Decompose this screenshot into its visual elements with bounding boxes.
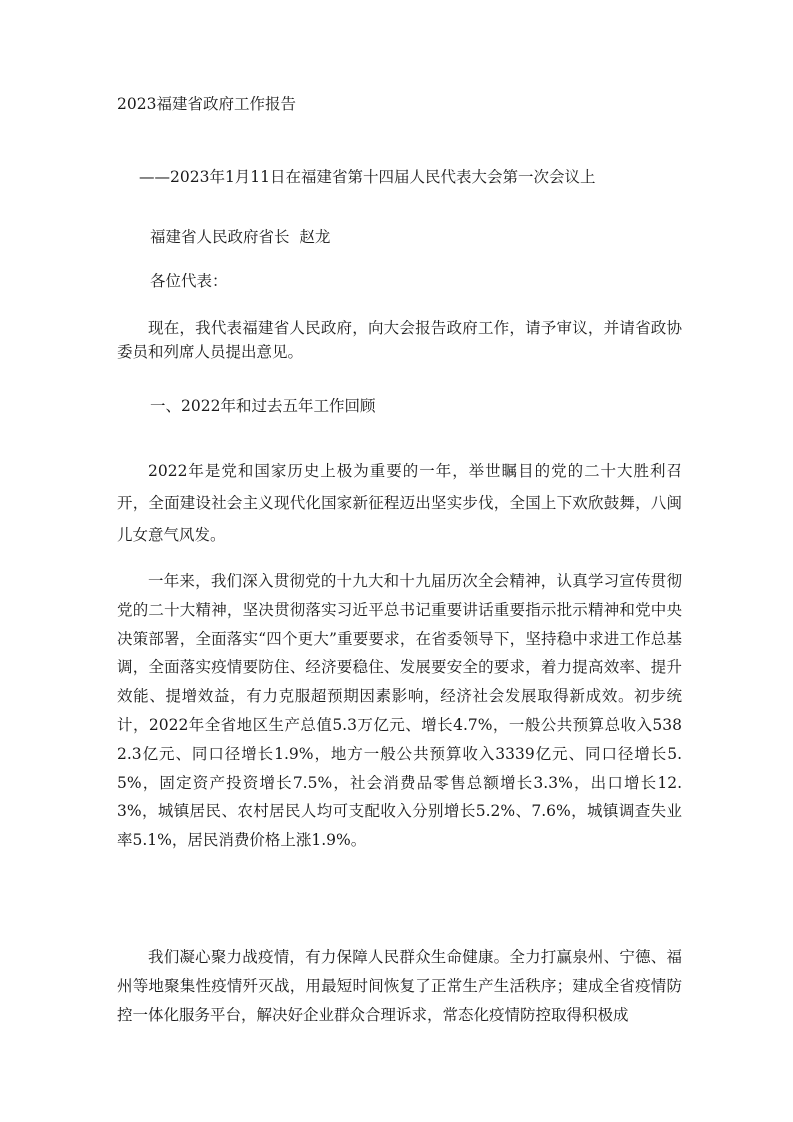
salutation: 各位代表： — [150, 272, 228, 290]
body-paragraph: 我们凝心聚力战疫情，有力保障人民群众生命健康。全力打赢泉州、宁德、福州等地聚集性疫情歼灭战，用最短时间恢复了正常生产生活秩序；建成全省疫情防控一体化服务平台，解决好企业群众合理诉求，常态化疫情防控取得积极成 — [117, 948, 682, 1024]
document-title: 2023福建省政府工作报告 — [117, 95, 296, 113]
document-subtitle: ——2023年1月11日在福建省第十四届人民代表大会第一次会议上 — [139, 168, 596, 186]
author-line: 福建省人民政府省长 赵龙 — [150, 228, 331, 246]
body-paragraph: 2022年是党和国家历史上极为重要的一年，举世瞩目的党的二十大胜利召开，全面建设社会主义现代化国家新征程迈出坚实步伐，全国上下欢欣鼓舞，八闽儿女意气风发。 — [117, 462, 682, 544]
body-paragraph: 一年来，我们深入贯彻党的十九大和十九届历次全会精神，认真学习宣传贯彻党的二十大精神，坚决贯彻落实习近平总书记重要讲话重要指示批示精神和党中央决策部署，全面落实“四个更大”重要要求，在省委领导下，坚持稳中求进工作总基调，全面落实疫情要防住、经济要稳住、发展要安全的要求，着力提高效率、提升效能、提增效益，有力克服超预期因素影响，经济社会发展取得新成效。初步统计，2022年全省地区生产总值5.3万亿元、增长4.7%，一般公共预算总收入5382.3亿元、同口径增长1.9%，地方一般公共预算收入3339亿元、同口径增长5.5%，固定资产投资增长7.5%，社会消费品零售总额增长3.3%，出口增长12.3%，城镇居民、农村居民人均可支配收入分别增长5.2%、7.6%，城镇调查失业率5.1%，居民消费价格上涨1.9%。 — [117, 572, 682, 850]
section-heading: 一、2022年和过去五年工作回顾 — [150, 397, 376, 415]
intro-paragraph: 现在，我代表福建省人民政府，向大会报告政府工作，请予审议，并请省政协委员和列席人员提出意见。 — [117, 319, 682, 361]
